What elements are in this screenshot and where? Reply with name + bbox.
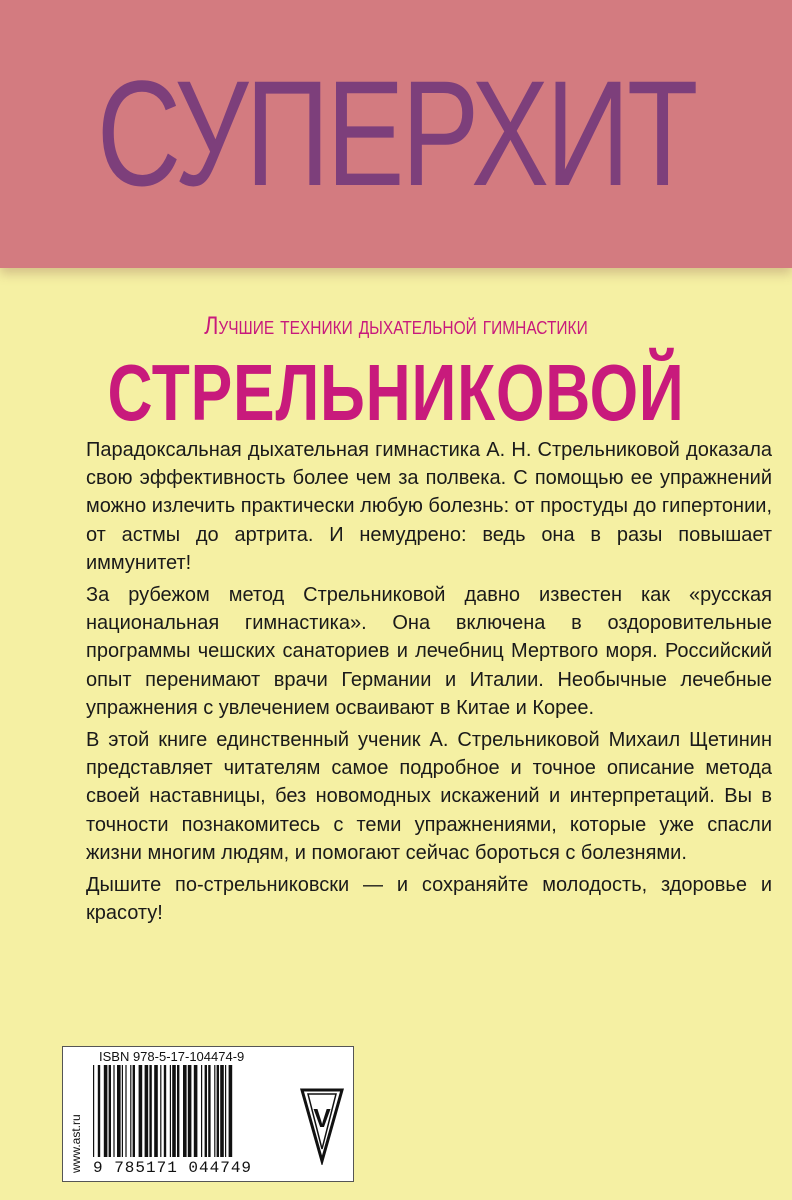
rating-mark-letter: V <box>313 1103 331 1133</box>
barcode-bar <box>93 1065 94 1157</box>
barcode-bar <box>149 1065 151 1157</box>
paragraph: За рубежом метод Стрельниковой давно известен как «русская национальная гимнастика». Она включена в оздоровительные программы чешских санаториев и лечебниц Мертвого моря. Российский опыт перенимают врачи Германии и Италии. Необычные лечебные упражнения с увлечением осваивают в Китае и Корее. <box>86 584 772 719</box>
barcode-bar <box>109 1065 111 1157</box>
barcode-bar <box>217 1065 219 1157</box>
barcode-bar <box>183 1065 187 1157</box>
barcode-bar <box>130 1065 131 1157</box>
paragraph: Дышите по-стрельниковски — и сохраняйте молодость, здоровье и красоту! <box>86 874 772 925</box>
barcode-bar <box>205 1065 207 1157</box>
publisher-site: www.ast.ru <box>69 1114 83 1173</box>
barcode-bar <box>194 1065 198 1157</box>
barcode-bar <box>229 1065 233 1157</box>
barcode-bar <box>225 1065 226 1157</box>
barcode-bar <box>113 1065 114 1157</box>
barcode-bar <box>188 1065 192 1157</box>
barcode-bar <box>172 1065 176 1157</box>
barcode-bar <box>98 1065 100 1157</box>
book-title: СТРЕЛЬНИКОВОЙ <box>107 348 685 437</box>
paragraph: Парадоксальная дыхательная гимнастика А. Н. Стрельниковой доказала свою эффективность более чем за полвека. С помощью ее упражнений можно излечить практически любую болезнь: от простуды до гипертонии, от астмы до артрита. И немудрено: ведь она в разы повышает иммунитет! <box>86 439 772 574</box>
barcode-bar <box>177 1065 179 1157</box>
barcode-bar <box>220 1065 224 1157</box>
barcode-bar <box>139 1065 143 1157</box>
barcode-bars <box>91 1065 291 1159</box>
barcode-bar <box>117 1065 121 1157</box>
barcode-bar <box>214 1065 215 1157</box>
barcode-bar <box>164 1065 166 1157</box>
ean-number: 9 785171 044749 <box>93 1159 253 1177</box>
barcode-bar <box>170 1065 171 1157</box>
paragraph: В этой книге единственный ученик А. Стрельниковой Михаил Щетинин представляет читателям самое подробное и точное описание метода своей наставницы, без новомодных искажений и интерпретаций. Вы в точности познакомитесь с теми упражнениями, которые уже спасли жизни многим людям, и помогают сейчас бороться с болезнями. <box>86 729 772 864</box>
barcode-panel <box>62 1046 354 1182</box>
barcode-bar <box>160 1065 161 1157</box>
book-subtitle: Лучшие техники дыхательной гимнастики <box>204 312 588 340</box>
barcode-bar <box>133 1065 135 1157</box>
barcode-bar <box>125 1065 126 1157</box>
isbn-label: ISBN 978-5-17-104474-9 <box>99 1049 245 1064</box>
series-title: СУПЕРХИТ <box>96 49 696 217</box>
barcode-bar <box>201 1065 202 1157</box>
barcode-bar <box>154 1065 158 1157</box>
rating-mark-icon <box>299 1087 345 1165</box>
annotation-text <box>86 436 772 931</box>
barcode-bar <box>145 1065 149 1157</box>
barcode-bar <box>122 1065 123 1157</box>
barcode-bar <box>208 1065 210 1157</box>
barcode-bar <box>104 1065 108 1157</box>
